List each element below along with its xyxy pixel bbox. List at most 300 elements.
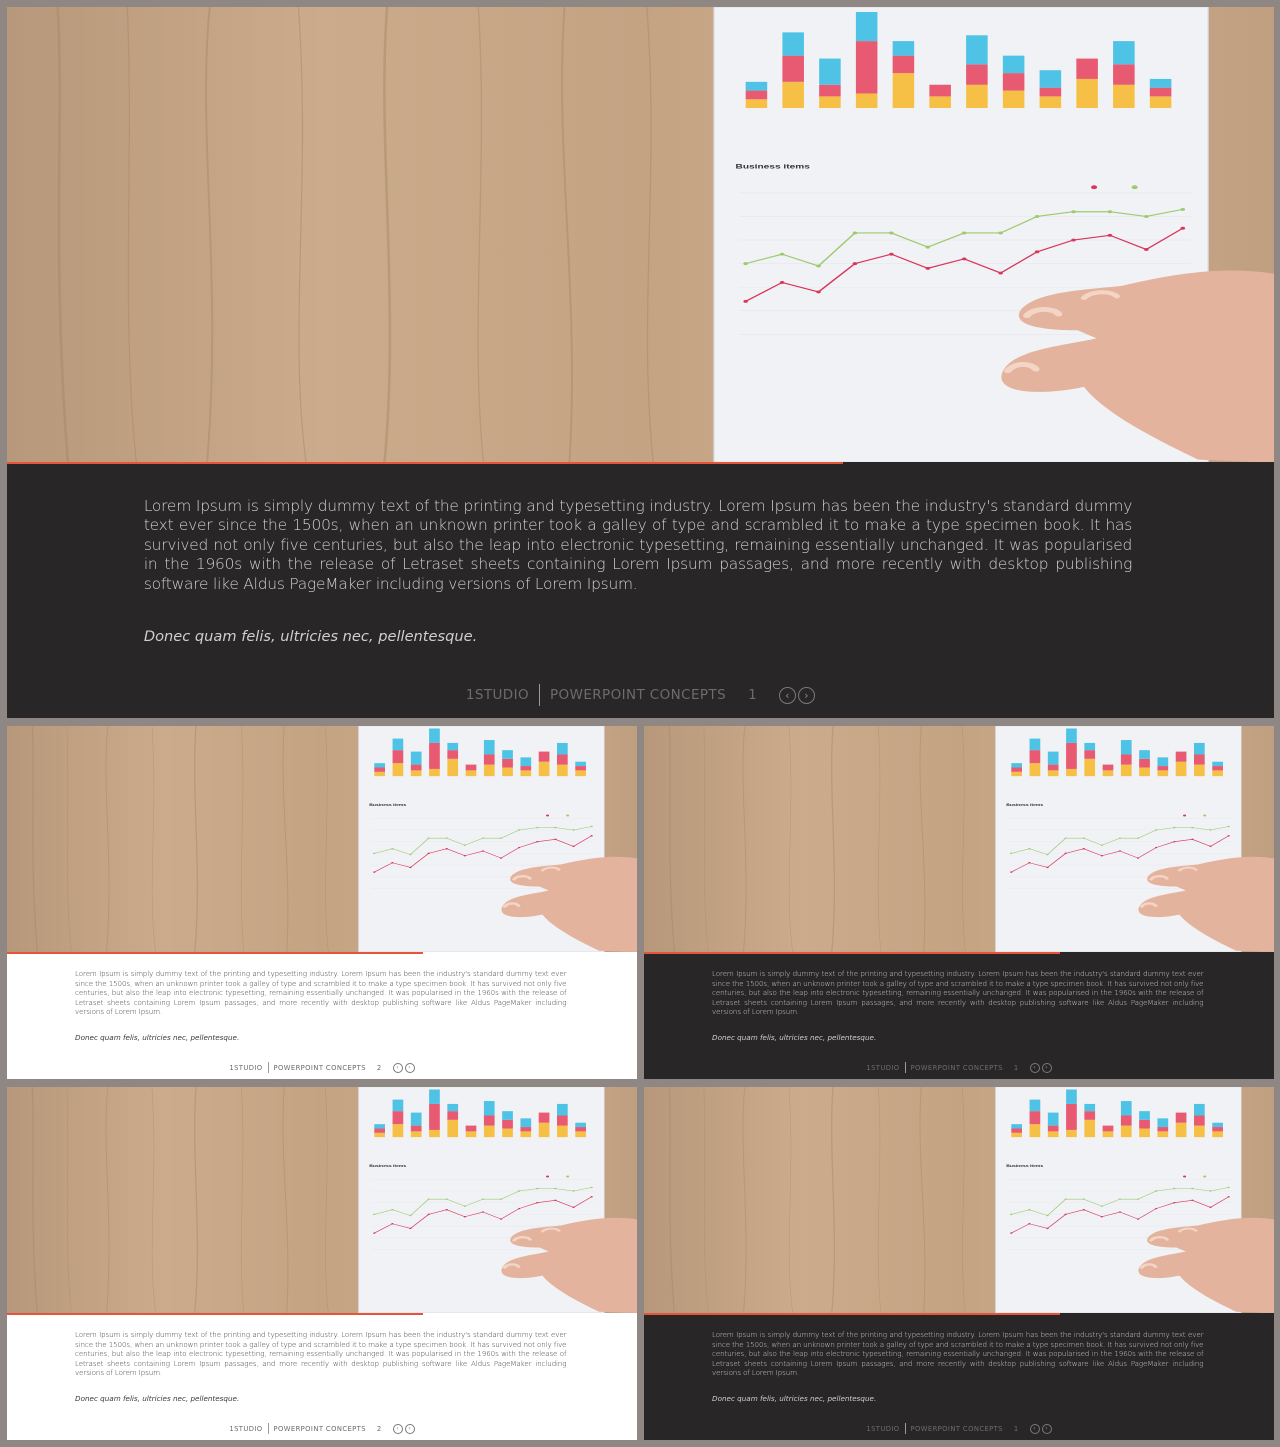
bar-segment bbox=[1048, 1126, 1059, 1132]
line-point bbox=[373, 1232, 375, 1233]
bar-segment bbox=[1139, 750, 1150, 759]
bar-segment bbox=[411, 765, 422, 771]
bar-segment bbox=[557, 765, 568, 777]
bar-segment bbox=[1084, 1111, 1095, 1120]
bar-segment bbox=[393, 763, 404, 776]
bar-segment bbox=[1157, 1118, 1168, 1127]
photo-svg bbox=[7, 726, 637, 952]
slide-footer bbox=[7, 684, 1274, 706]
footer-concept: POWERPOINT CONCEPTS bbox=[273, 1063, 366, 1072]
page-number: 1 bbox=[748, 687, 758, 704]
page-number: 1 bbox=[1013, 1063, 1019, 1072]
line-point bbox=[554, 1188, 556, 1189]
bar-segment bbox=[575, 1127, 586, 1131]
bar-segment bbox=[1113, 64, 1135, 84]
bar-segment bbox=[557, 754, 568, 764]
line-point bbox=[816, 265, 821, 268]
bar-segment bbox=[966, 35, 988, 64]
line-point bbox=[962, 232, 967, 235]
page-number: 1 bbox=[1013, 1424, 1019, 1433]
bar-segment bbox=[520, 757, 531, 766]
bar-segment bbox=[1076, 79, 1098, 108]
bar-segment bbox=[447, 1111, 458, 1120]
line-point bbox=[1173, 841, 1175, 842]
bar-segment bbox=[1113, 85, 1135, 108]
line-point bbox=[1228, 835, 1230, 836]
tagline: Donec quam felis, ultricies nec, pellentesque. bbox=[75, 1394, 240, 1404]
line-point bbox=[482, 1211, 484, 1212]
bar-segment bbox=[374, 767, 385, 771]
body-paragraph: Lorem Ipsum is simply dummy text of the printing and typesetting industry. Lorem Ipsum has been the industry's standard dummy text ever since the 1500s, when an unknown printer took a galley of type and scrambled it to make a type specimen book. It has survived not only five centuries, but also the leap into electronic typesetting, remaining essentially unchanged. It was popularised in the 1960s with the release of Letraset sheets containing Lorem Ipsum passages, and more recently with desktop publishing software like Aldus PageMaker including versions of Lorem Ipsum. bbox=[75, 1330, 567, 1378]
bar-segment bbox=[1011, 772, 1022, 776]
bar-segment bbox=[856, 12, 878, 41]
chevron-left-icon[interactable]: ‹ bbox=[393, 1424, 403, 1434]
bar-segment bbox=[1048, 1113, 1059, 1126]
bar-segment bbox=[374, 1124, 385, 1128]
bar-segment bbox=[539, 1123, 550, 1137]
line-point bbox=[591, 1187, 593, 1188]
bar-segment bbox=[1139, 1128, 1150, 1137]
line-point bbox=[1028, 1209, 1030, 1210]
footer-divider bbox=[268, 1062, 269, 1073]
bar-segment bbox=[393, 750, 404, 763]
line-point bbox=[1137, 1198, 1139, 1199]
line-point bbox=[500, 1218, 502, 1219]
footer-brand: 1STUDIO bbox=[465, 687, 529, 704]
line-point bbox=[926, 267, 931, 270]
line-point bbox=[1010, 1232, 1012, 1233]
footer-concept: POWERPOINT CONCEPTS bbox=[910, 1063, 1003, 1072]
bar-segment bbox=[1212, 766, 1223, 770]
bar-segment bbox=[502, 1111, 513, 1120]
bar-segment bbox=[1030, 1111, 1041, 1124]
line-point bbox=[1119, 1211, 1121, 1212]
footer-divider bbox=[905, 1423, 906, 1434]
bar-segment bbox=[1030, 739, 1041, 751]
bar-segment bbox=[1121, 765, 1132, 777]
bar-segment bbox=[411, 752, 422, 765]
line-point bbox=[1228, 826, 1230, 827]
bar-segment bbox=[1084, 1120, 1095, 1137]
line-point bbox=[464, 844, 466, 845]
bar-segment bbox=[1157, 1127, 1168, 1131]
line-point bbox=[1035, 215, 1040, 218]
legend-marker bbox=[1132, 185, 1138, 189]
bar-segment bbox=[429, 1130, 440, 1137]
line-point bbox=[1083, 848, 1085, 849]
bar-segment bbox=[1030, 1100, 1041, 1112]
bar-segment bbox=[411, 1126, 422, 1132]
body-paragraph: Lorem Ipsum is simply dummy text of the printing and typesetting industry. Lorem Ipsum has been the industry's standard dummy text ever since the 1500s, when an unknown printer took a galley of type and scrambled it to make a type specimen book. It has survived not only five centuries, but also the leap into electronic typesetting, remaining essentially unchanged. It was popularised in the 1960s with the release of Letraset sheets containing Lorem Ipsum passages, and more recently with desktop publishing software like Aldus PageMaker including versions of Lorem Ipsum. bbox=[75, 969, 567, 1017]
bar-segment bbox=[966, 64, 988, 84]
slide-photo bbox=[644, 1087, 1274, 1313]
line-point bbox=[1046, 867, 1048, 868]
photo-svg bbox=[7, 1087, 637, 1313]
bar-segment bbox=[1066, 743, 1077, 769]
bar-segment bbox=[539, 762, 550, 776]
bar-segment bbox=[746, 82, 768, 91]
tagline: Donec quam felis, ultricies nec, pellentesque. bbox=[712, 1033, 877, 1043]
footer-brand: 1STUDIO bbox=[866, 1063, 900, 1072]
line-point bbox=[591, 835, 593, 836]
line-point bbox=[1173, 1188, 1175, 1189]
footer-divider bbox=[268, 1423, 269, 1434]
line-point bbox=[518, 1208, 520, 1209]
legend-marker bbox=[566, 815, 569, 817]
bar-segment bbox=[1157, 1131, 1168, 1137]
line-point bbox=[1101, 844, 1103, 845]
line-point bbox=[1064, 853, 1066, 854]
bar-segment bbox=[1030, 750, 1041, 763]
photo-svg bbox=[644, 726, 1274, 952]
line-point bbox=[554, 1200, 556, 1201]
line-point bbox=[572, 1207, 574, 1208]
bar-segment bbox=[1076, 59, 1098, 79]
bar-segment bbox=[1139, 759, 1150, 768]
bar-segment bbox=[1212, 1123, 1223, 1127]
line-point bbox=[853, 262, 858, 265]
chevron-right-icon[interactable]: › bbox=[405, 1424, 415, 1434]
accent-line bbox=[7, 462, 843, 464]
bar-segment bbox=[893, 41, 915, 56]
line-point bbox=[500, 857, 502, 858]
bar-segment bbox=[1084, 743, 1095, 750]
bar-segment bbox=[447, 743, 458, 750]
bar-segment bbox=[1103, 765, 1114, 771]
tagline: Donec quam felis, ultricies nec, pellentesque. bbox=[143, 628, 478, 646]
line-point bbox=[1028, 862, 1030, 863]
line-point bbox=[373, 1214, 375, 1215]
bar-segment bbox=[893, 56, 915, 73]
line-point bbox=[1191, 1188, 1193, 1189]
line-point bbox=[1119, 1198, 1121, 1199]
line-point bbox=[743, 300, 748, 303]
bar-segment bbox=[502, 1120, 513, 1129]
slide-photo bbox=[644, 726, 1274, 952]
line-point bbox=[1180, 227, 1185, 230]
line-point bbox=[1191, 827, 1193, 828]
bar-segment bbox=[1176, 762, 1187, 776]
bar-segment bbox=[819, 59, 841, 85]
bar-segment bbox=[575, 770, 586, 776]
bar-segment bbox=[1003, 91, 1025, 108]
footer-concept: POWERPOINT CONCEPTS bbox=[273, 1424, 366, 1433]
legend-marker bbox=[1203, 1176, 1206, 1178]
bar-segment bbox=[1113, 41, 1135, 64]
bar-segment bbox=[557, 1104, 568, 1116]
line-point bbox=[889, 253, 894, 256]
footer-brand: 1STUDIO bbox=[229, 1424, 263, 1433]
line-point bbox=[536, 1188, 538, 1189]
line-point bbox=[1209, 1207, 1211, 1208]
body-paragraph: Lorem Ipsum is simply dummy text of the printing and typesetting industry. Lorem Ipsum has been the industry's standard dummy text ever since the 1500s, when an unknown printer took a galley of type and scrambled it to make a type specimen book. It has survived not only five centuries, but also the leap into electronic typesetting, remaining essentially unchanged. It was popularised in the 1960s with the release of Letraset sheets containing Lorem Ipsum passages, and more recently with desktop publishing software like Aldus PageMaker including versions of Lorem Ipsum. bbox=[712, 1330, 1204, 1378]
line-point bbox=[926, 246, 931, 249]
line-point bbox=[1191, 839, 1193, 840]
bar-segment bbox=[1066, 728, 1077, 742]
line-point bbox=[554, 827, 556, 828]
line-point bbox=[1155, 1190, 1157, 1191]
line-point bbox=[1144, 215, 1149, 218]
accent-line bbox=[7, 952, 423, 954]
bar-segment bbox=[429, 728, 440, 742]
bar-segment bbox=[1048, 765, 1059, 771]
line-point bbox=[1119, 837, 1121, 838]
line-point bbox=[1173, 1202, 1175, 1203]
bar-segment bbox=[1103, 770, 1114, 776]
bar-segment bbox=[466, 1131, 477, 1137]
line-point bbox=[1108, 234, 1113, 237]
line-point bbox=[1010, 853, 1012, 854]
bar-segment bbox=[374, 772, 385, 776]
line-point bbox=[464, 855, 466, 856]
line-point bbox=[500, 1198, 502, 1199]
bar-segment bbox=[1194, 743, 1205, 755]
line-point bbox=[518, 847, 520, 848]
bar-segment bbox=[1194, 765, 1205, 777]
line-point bbox=[572, 846, 574, 847]
bar-segment bbox=[1003, 73, 1025, 90]
bar-segment bbox=[819, 85, 841, 97]
bar-segment bbox=[1212, 762, 1223, 766]
bar-segment bbox=[966, 85, 988, 108]
line-point bbox=[391, 1209, 393, 1210]
line-point bbox=[1010, 1214, 1012, 1215]
line-point bbox=[427, 1198, 429, 1199]
bar-segment bbox=[557, 1126, 568, 1138]
bar-segment bbox=[557, 743, 568, 755]
chevron-right-icon[interactable]: › bbox=[1042, 1063, 1052, 1073]
line-point bbox=[1155, 847, 1157, 848]
slide-thumbnail-3[interactable] bbox=[7, 1087, 637, 1440]
bar-segment bbox=[1157, 770, 1168, 776]
chevron-left-icon[interactable]: ‹ bbox=[779, 687, 796, 704]
bar-segment bbox=[502, 750, 513, 759]
bar-segment bbox=[1048, 752, 1059, 765]
slide-photo bbox=[7, 1087, 637, 1313]
bar-segment bbox=[1139, 767, 1150, 776]
line-point bbox=[1083, 837, 1085, 838]
line-point bbox=[1035, 250, 1040, 253]
legend-marker bbox=[1183, 815, 1186, 817]
slide-nav bbox=[1030, 1424, 1052, 1434]
line-point bbox=[373, 853, 375, 854]
line-point bbox=[427, 853, 429, 854]
line-point bbox=[446, 848, 448, 849]
bar-segment bbox=[1194, 754, 1205, 764]
chevron-left-icon[interactable]: ‹ bbox=[393, 1063, 403, 1073]
text-panel bbox=[7, 462, 1274, 718]
bar-segment bbox=[484, 740, 495, 754]
bar-segment bbox=[429, 769, 440, 776]
slide-nav bbox=[393, 1424, 415, 1434]
bar-segment bbox=[484, 765, 495, 777]
bar-segment bbox=[374, 1133, 385, 1137]
accent-line bbox=[644, 952, 1060, 954]
line-point bbox=[536, 841, 538, 842]
bar-segment bbox=[447, 1120, 458, 1137]
bar-segment bbox=[1121, 1101, 1132, 1115]
line-point bbox=[1010, 871, 1012, 872]
bar-segment bbox=[1066, 1104, 1077, 1130]
slide-footer bbox=[7, 1423, 637, 1434]
bar-segment bbox=[1194, 1104, 1205, 1116]
footer-concept: POWERPOINT CONCEPTS bbox=[550, 687, 727, 704]
bar-segment bbox=[1084, 750, 1095, 759]
bar-segment bbox=[782, 56, 804, 82]
bar-segment bbox=[856, 93, 878, 108]
line-point bbox=[572, 1190, 574, 1191]
bar-segment bbox=[1030, 1124, 1041, 1137]
line-point bbox=[446, 1198, 448, 1199]
bar-segment bbox=[411, 1113, 422, 1126]
chevron-left-icon[interactable]: ‹ bbox=[1030, 1424, 1040, 1434]
line-point bbox=[1064, 1198, 1066, 1199]
bar-segment bbox=[1121, 1115, 1132, 1125]
bar-segment bbox=[1121, 740, 1132, 754]
bar-segment bbox=[539, 752, 550, 762]
chevron-right-icon[interactable]: › bbox=[798, 687, 815, 704]
line-point bbox=[1101, 1205, 1103, 1206]
line-point bbox=[816, 290, 821, 293]
legend-marker bbox=[546, 815, 549, 817]
bar-segment bbox=[1194, 1126, 1205, 1138]
chevron-right-icon[interactable]: › bbox=[405, 1063, 415, 1073]
line-point bbox=[1228, 1187, 1230, 1188]
accent-line bbox=[644, 1313, 1060, 1315]
bar-segment bbox=[429, 1104, 440, 1130]
line-point bbox=[1046, 854, 1048, 855]
slide-nav bbox=[393, 1063, 415, 1073]
line-point bbox=[446, 1209, 448, 1210]
line-point bbox=[1137, 837, 1139, 838]
bar-segment bbox=[746, 99, 768, 108]
line-point bbox=[1155, 1208, 1157, 1209]
slide-thumbnail-4[interactable] bbox=[644, 1087, 1274, 1440]
bar-segment bbox=[1011, 1133, 1022, 1137]
line-point bbox=[391, 862, 393, 863]
bar-segment bbox=[1176, 1123, 1187, 1137]
text-panel bbox=[644, 952, 1274, 1079]
tagline: Donec quam felis, ultricies nec, pellentesque. bbox=[75, 1033, 240, 1043]
bar-segment bbox=[1066, 1130, 1077, 1137]
legend-marker bbox=[546, 1176, 549, 1178]
line-point bbox=[591, 1196, 593, 1197]
bar-segment bbox=[1121, 754, 1132, 764]
bar-segment bbox=[1139, 1111, 1150, 1120]
bar-segment bbox=[1212, 1131, 1223, 1137]
line-point bbox=[1101, 855, 1103, 856]
bar-segment bbox=[447, 759, 458, 776]
bar-segment bbox=[856, 41, 878, 93]
line-point bbox=[1083, 1209, 1085, 1210]
line-point bbox=[1137, 857, 1139, 858]
line-point bbox=[1209, 846, 1211, 847]
bar-segment bbox=[1040, 70, 1062, 87]
line-point bbox=[536, 827, 538, 828]
line-point bbox=[743, 262, 748, 265]
legend-marker bbox=[566, 1176, 569, 1178]
bar-segment bbox=[1212, 770, 1223, 776]
bar-segment bbox=[929, 85, 951, 97]
line-point bbox=[427, 837, 429, 838]
bar-segment bbox=[746, 91, 768, 100]
line-point bbox=[464, 1216, 466, 1217]
line-point bbox=[1046, 1228, 1048, 1229]
paper-heading: Business items bbox=[369, 803, 407, 808]
bar-segment bbox=[1011, 1124, 1022, 1128]
line-point bbox=[1155, 829, 1157, 830]
line-point bbox=[1209, 1190, 1211, 1191]
bar-segment bbox=[447, 750, 458, 759]
line-point bbox=[1083, 1198, 1085, 1199]
page-number: 2 bbox=[376, 1424, 382, 1433]
body-paragraph: Lorem Ipsum is simply dummy text of the printing and typesetting industry. Lorem Ipsum has been the industry's standard dummy text ever since the 1500s, when an unknown printer took a galley of type and scrambled it to make a type specimen book. It has survived not only five centuries, but also the leap into electronic typesetting, remaining essentially unchanged. It was popularised in the 1960s with the release of Letraset sheets containing Lorem Ipsum passages, and more recently with desktop publishing software like Aldus PageMaker including versions of Lorem Ipsum. bbox=[143, 496, 1133, 593]
bar-segment bbox=[1176, 752, 1187, 762]
chevron-right-icon[interactable]: › bbox=[1042, 1424, 1052, 1434]
bar-segment bbox=[484, 1115, 495, 1125]
bar-segment bbox=[1157, 757, 1168, 766]
line-point bbox=[1108, 210, 1113, 213]
legend-marker bbox=[1091, 185, 1097, 189]
bar-segment bbox=[1194, 1115, 1205, 1125]
bar-segment bbox=[374, 1128, 385, 1132]
line-point bbox=[853, 232, 858, 235]
line-point bbox=[1071, 239, 1076, 242]
bar-segment bbox=[502, 759, 513, 768]
slide-photo bbox=[7, 726, 637, 952]
bar-segment bbox=[1139, 1120, 1150, 1129]
bar-segment bbox=[1084, 759, 1095, 776]
page-number: 2 bbox=[376, 1063, 382, 1072]
body-paragraph: Lorem Ipsum is simply dummy text of the printing and typesetting industry. Lorem Ipsum has been the industry's standard dummy text ever since the 1500s, when an unknown printer took a galley of type and scrambled it to make a type specimen book. It has survived not only five centuries, but also the leap into electronic typesetting, remaining essentially unchanged. It was popularised in the 1960s with the release of Letraset sheets containing Lorem Ipsum passages, and more recently with desktop publishing software like Aldus PageMaker including versions of Lorem Ipsum. bbox=[712, 969, 1204, 1017]
slide-footer bbox=[644, 1062, 1274, 1073]
bar-segment bbox=[520, 1127, 531, 1131]
line-point bbox=[1191, 1200, 1193, 1201]
bar-segment bbox=[466, 770, 477, 776]
slide-thumbnail-1[interactable] bbox=[7, 726, 637, 1079]
photo-svg bbox=[7, 7, 1274, 462]
slide-thumbnail-2[interactable] bbox=[644, 726, 1274, 1079]
line-point bbox=[409, 867, 411, 868]
bar-segment bbox=[1066, 1089, 1077, 1103]
bar-segment bbox=[1040, 96, 1062, 108]
line-point bbox=[998, 272, 1003, 275]
slide-main[interactable] bbox=[7, 7, 1274, 718]
line-point bbox=[780, 281, 785, 284]
bar-segment bbox=[1003, 56, 1025, 73]
bar-segment bbox=[411, 1131, 422, 1137]
bar-segment bbox=[929, 96, 951, 108]
bar-segment bbox=[520, 1131, 531, 1137]
chevron-left-icon[interactable]: ‹ bbox=[1030, 1063, 1040, 1073]
footer-brand: 1STUDIO bbox=[229, 1063, 263, 1072]
bar-segment bbox=[502, 767, 513, 776]
line-point bbox=[1028, 848, 1030, 849]
bar-segment bbox=[782, 82, 804, 108]
bar-segment bbox=[1030, 763, 1041, 776]
accent-line bbox=[7, 1313, 423, 1315]
bar-segment bbox=[1150, 88, 1172, 97]
text-panel bbox=[644, 1313, 1274, 1440]
footer-divider bbox=[539, 684, 540, 706]
bar-segment bbox=[1048, 1131, 1059, 1137]
bar-segment bbox=[1011, 1128, 1022, 1132]
line-point bbox=[1119, 850, 1121, 851]
line-point bbox=[518, 1190, 520, 1191]
bar-segment bbox=[393, 1124, 404, 1137]
bar-segment bbox=[782, 32, 804, 55]
line-point bbox=[391, 1223, 393, 1224]
